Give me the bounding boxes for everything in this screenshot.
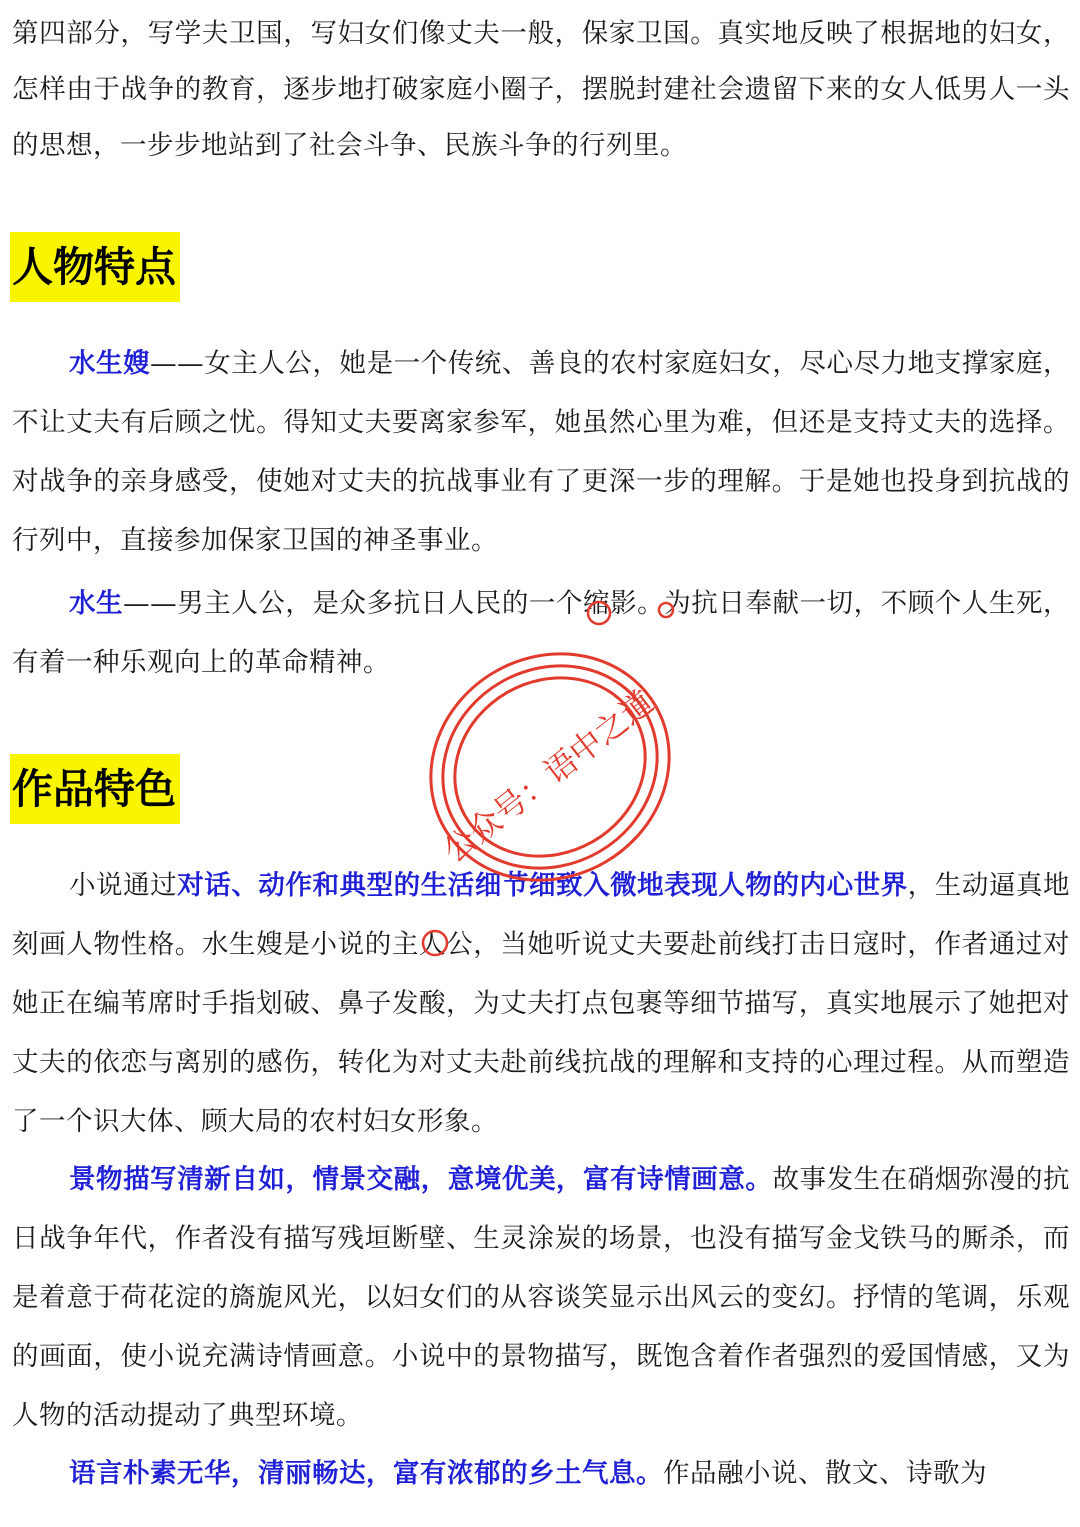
feature-paragraph-language	[12, 1444, 1070, 1503]
feature-paragraph-scenery	[12, 1150, 1070, 1445]
feature-scenery-highlight: 景物描写清新自如，情景交融，意境优美，富有诗情画意	[69, 1164, 746, 1195]
feature-dialogue-highlight: 对话、动作和典型的生活细节细致入微地表现人物的内心世界	[177, 870, 908, 901]
intro-text: 第四部分，写学夫卫国，写妇女们像丈夫一般，保家卫国。真实地反映了根据地的妇女，怎样由于战争的教育，逐步地打破家庭小圈子，摆脱封建社会遗留下来的女人低男人一头的思想，一步步地站到了社会斗争、民族斗争的行列里。	[12, 18, 1070, 161]
feature-language-highlight: 语言朴素无华，清丽畅达，富有浓郁的乡土气息	[69, 1458, 636, 1489]
character-description-shuisheng: ——男主人公，是众多抗日人民的一个缩影。为抗日奉献一切，不顾个人生死，有着一种乐观向上的革命精神。	[12, 588, 1071, 678]
feature-language-highlight-end: 。	[636, 1458, 663, 1489]
feature-language-text: 作品融小说、散文、诗歌为	[663, 1458, 987, 1489]
character-name-shuisheng-sao: 水生嫂	[69, 348, 151, 379]
feature-dialogue-lead: 小说通过	[69, 870, 178, 901]
feature-scenery-text: 故事发生在硝烟弥漫的抗日战争年代，作者没有描写残垣断壁、生灵涂炭的场景，也没有描写金戈铁马的厮杀，而是着意于荷花淀的旖旎风光，以妇女们的从容谈笑显示出风云的变幻。抒情的笔调，乐观的画面，使小说充满诗情画意。小说中的景物描写，既饱含着作者强烈的爱国情感，又为人物的活动提动了典型环境。	[12, 1164, 1071, 1431]
feature-dialogue-text: ，生动逼真地刻画人物性格。水生嫂是小说的主人公，当她听说丈夫要赴前线打击日寇时，作者通过对她正在编苇席时手指划破、鼻子发酸，为丈夫打点包裹等细节描写，真实地展示了她把对丈夫的依恋与离别的感伤，转化为对丈夫赴前线抗战的理解和支持的心理过程。从而塑造了一个识大体、顾大局的农村妇女形象。	[12, 870, 1071, 1137]
section-heading-characters: 人物特点	[10, 232, 180, 302]
character-description-shuisheng-sao: ——女主人公，她是一个传统、善良的农村家庭妇女，尽心尽力地支撑家庭，不让丈夫有后顾之忧。得知丈夫要离家参军，她虽然心里为难，但还是支持丈夫的选择。对战争的亲身感受，使她对丈夫的抗战事业有了更深一步的理解。于是她也投身到抗战的行列中，直接参加保家卫国的神圣事业。	[12, 348, 1070, 556]
feature-scenery-highlight-end: 。	[745, 1164, 773, 1195]
feature-paragraph-dialogue	[12, 856, 1070, 1151]
watermark-text: 公众号：语中之道	[435, 682, 661, 871]
intro-paragraph	[12, 6, 1070, 174]
character-paragraph-shuisheng	[12, 574, 1070, 692]
section-heading-features: 作品特色	[10, 754, 180, 824]
character-name-shuisheng: 水生	[69, 588, 124, 619]
character-paragraph-shuisheng-sao	[12, 334, 1070, 570]
